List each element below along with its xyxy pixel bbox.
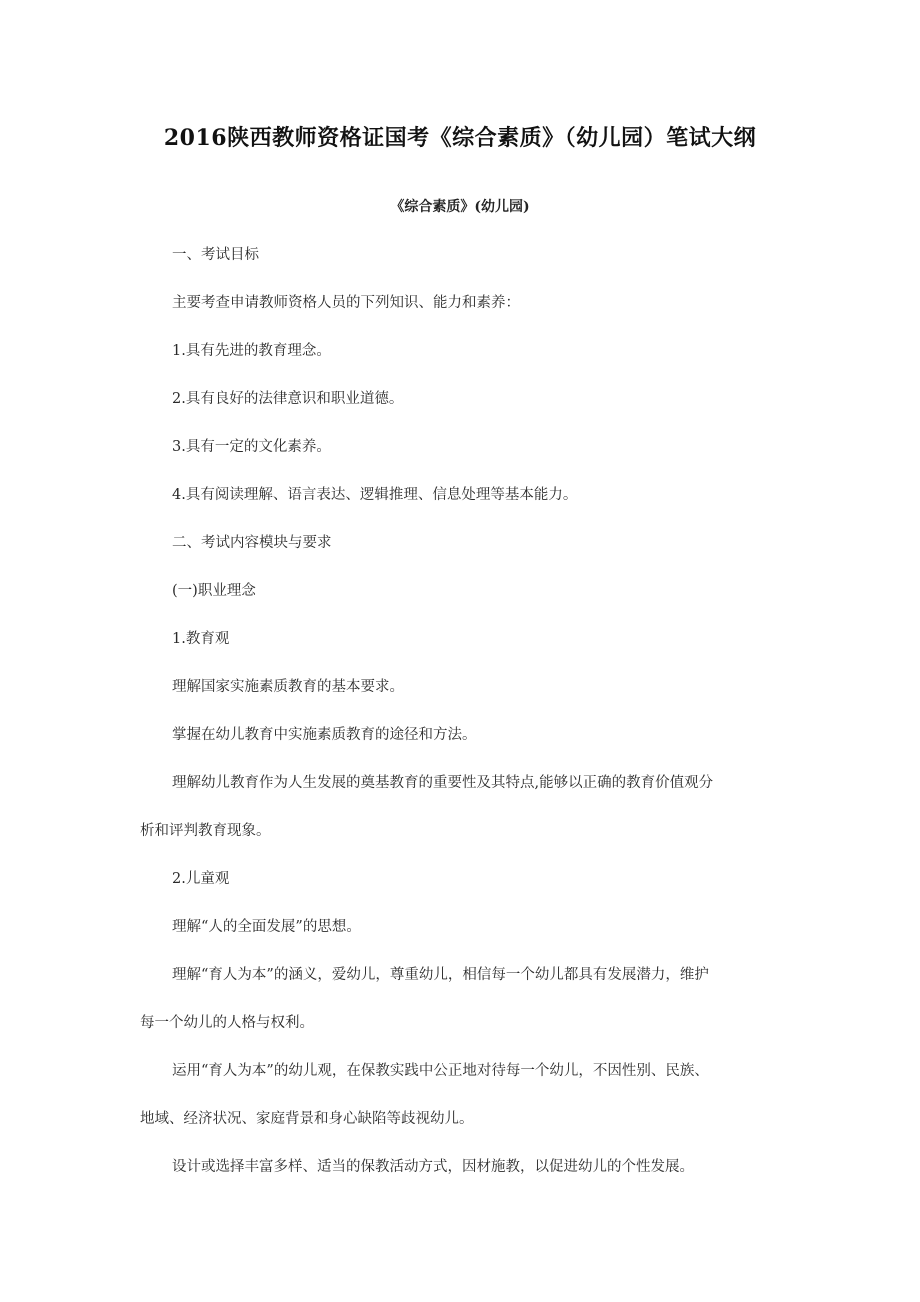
paragraph-line: 运用“育人为本”的幼儿观，在保教实践中公正地对待每一个幼儿，不因性别、民族、 <box>172 1063 709 1079</box>
list-item: 4.具有阅读理解、语言表达、逻辑推理、信息处理等基本能力。 <box>172 487 578 503</box>
topic-heading: 2.儿童观 <box>172 871 230 887</box>
paragraph-line: 理解“育人为本”的涵义，爱幼儿，尊重幼儿，相信每一个幼儿都具有发展潜力，维护 <box>172 967 709 983</box>
document-title: 2016陕西教师资格证国考《综合素质》（幼儿园）笔试大纲 <box>163 125 757 151</box>
list-item: 3.具有一定的文化素养。 <box>172 439 331 455</box>
paragraph-line: 理解“人的全面发展”的思想。 <box>172 919 361 935</box>
section-heading-exam-objectives: 一、考试目标 <box>172 247 259 263</box>
section-heading-content-modules: 二、考试内容模块与要求 <box>172 535 332 551</box>
paragraph-line: 设计或选择丰富多样、适当的保教活动方式，因材施教，以促进幼儿的个性发展。 <box>172 1159 694 1175</box>
topic-heading: 1.教育观 <box>172 631 230 647</box>
paragraph-line: 析和评判教育现象。 <box>140 823 271 839</box>
paragraph-line: 掌握在幼儿教育中实施素质教育的途径和方法。 <box>172 727 477 743</box>
paragraph-line: 理解国家实施素质教育的基本要求。 <box>172 679 404 695</box>
document-subtitle: 《综合素质》(幼儿园) <box>390 199 530 215</box>
paragraph-line: 地域、经济状况、家庭背景和身心缺陷等歧视幼儿。 <box>140 1111 474 1127</box>
subsection-heading: (一)职业理念 <box>172 583 256 599</box>
paragraph-line: 每一个幼儿的人格与权利。 <box>140 1015 314 1031</box>
paragraph-line: 理解幼儿教育作为人生发展的奠基教育的重要性及其特点,能够以正确的教育价值观分 <box>172 775 714 791</box>
list-item: 1.具有先进的教育理念。 <box>172 343 331 359</box>
paragraph-line: 主要考查申请教师资格人员的下列知识、能力和素养： <box>172 295 520 311</box>
list-item: 2.具有良好的法律意识和职业道德。 <box>172 391 404 407</box>
